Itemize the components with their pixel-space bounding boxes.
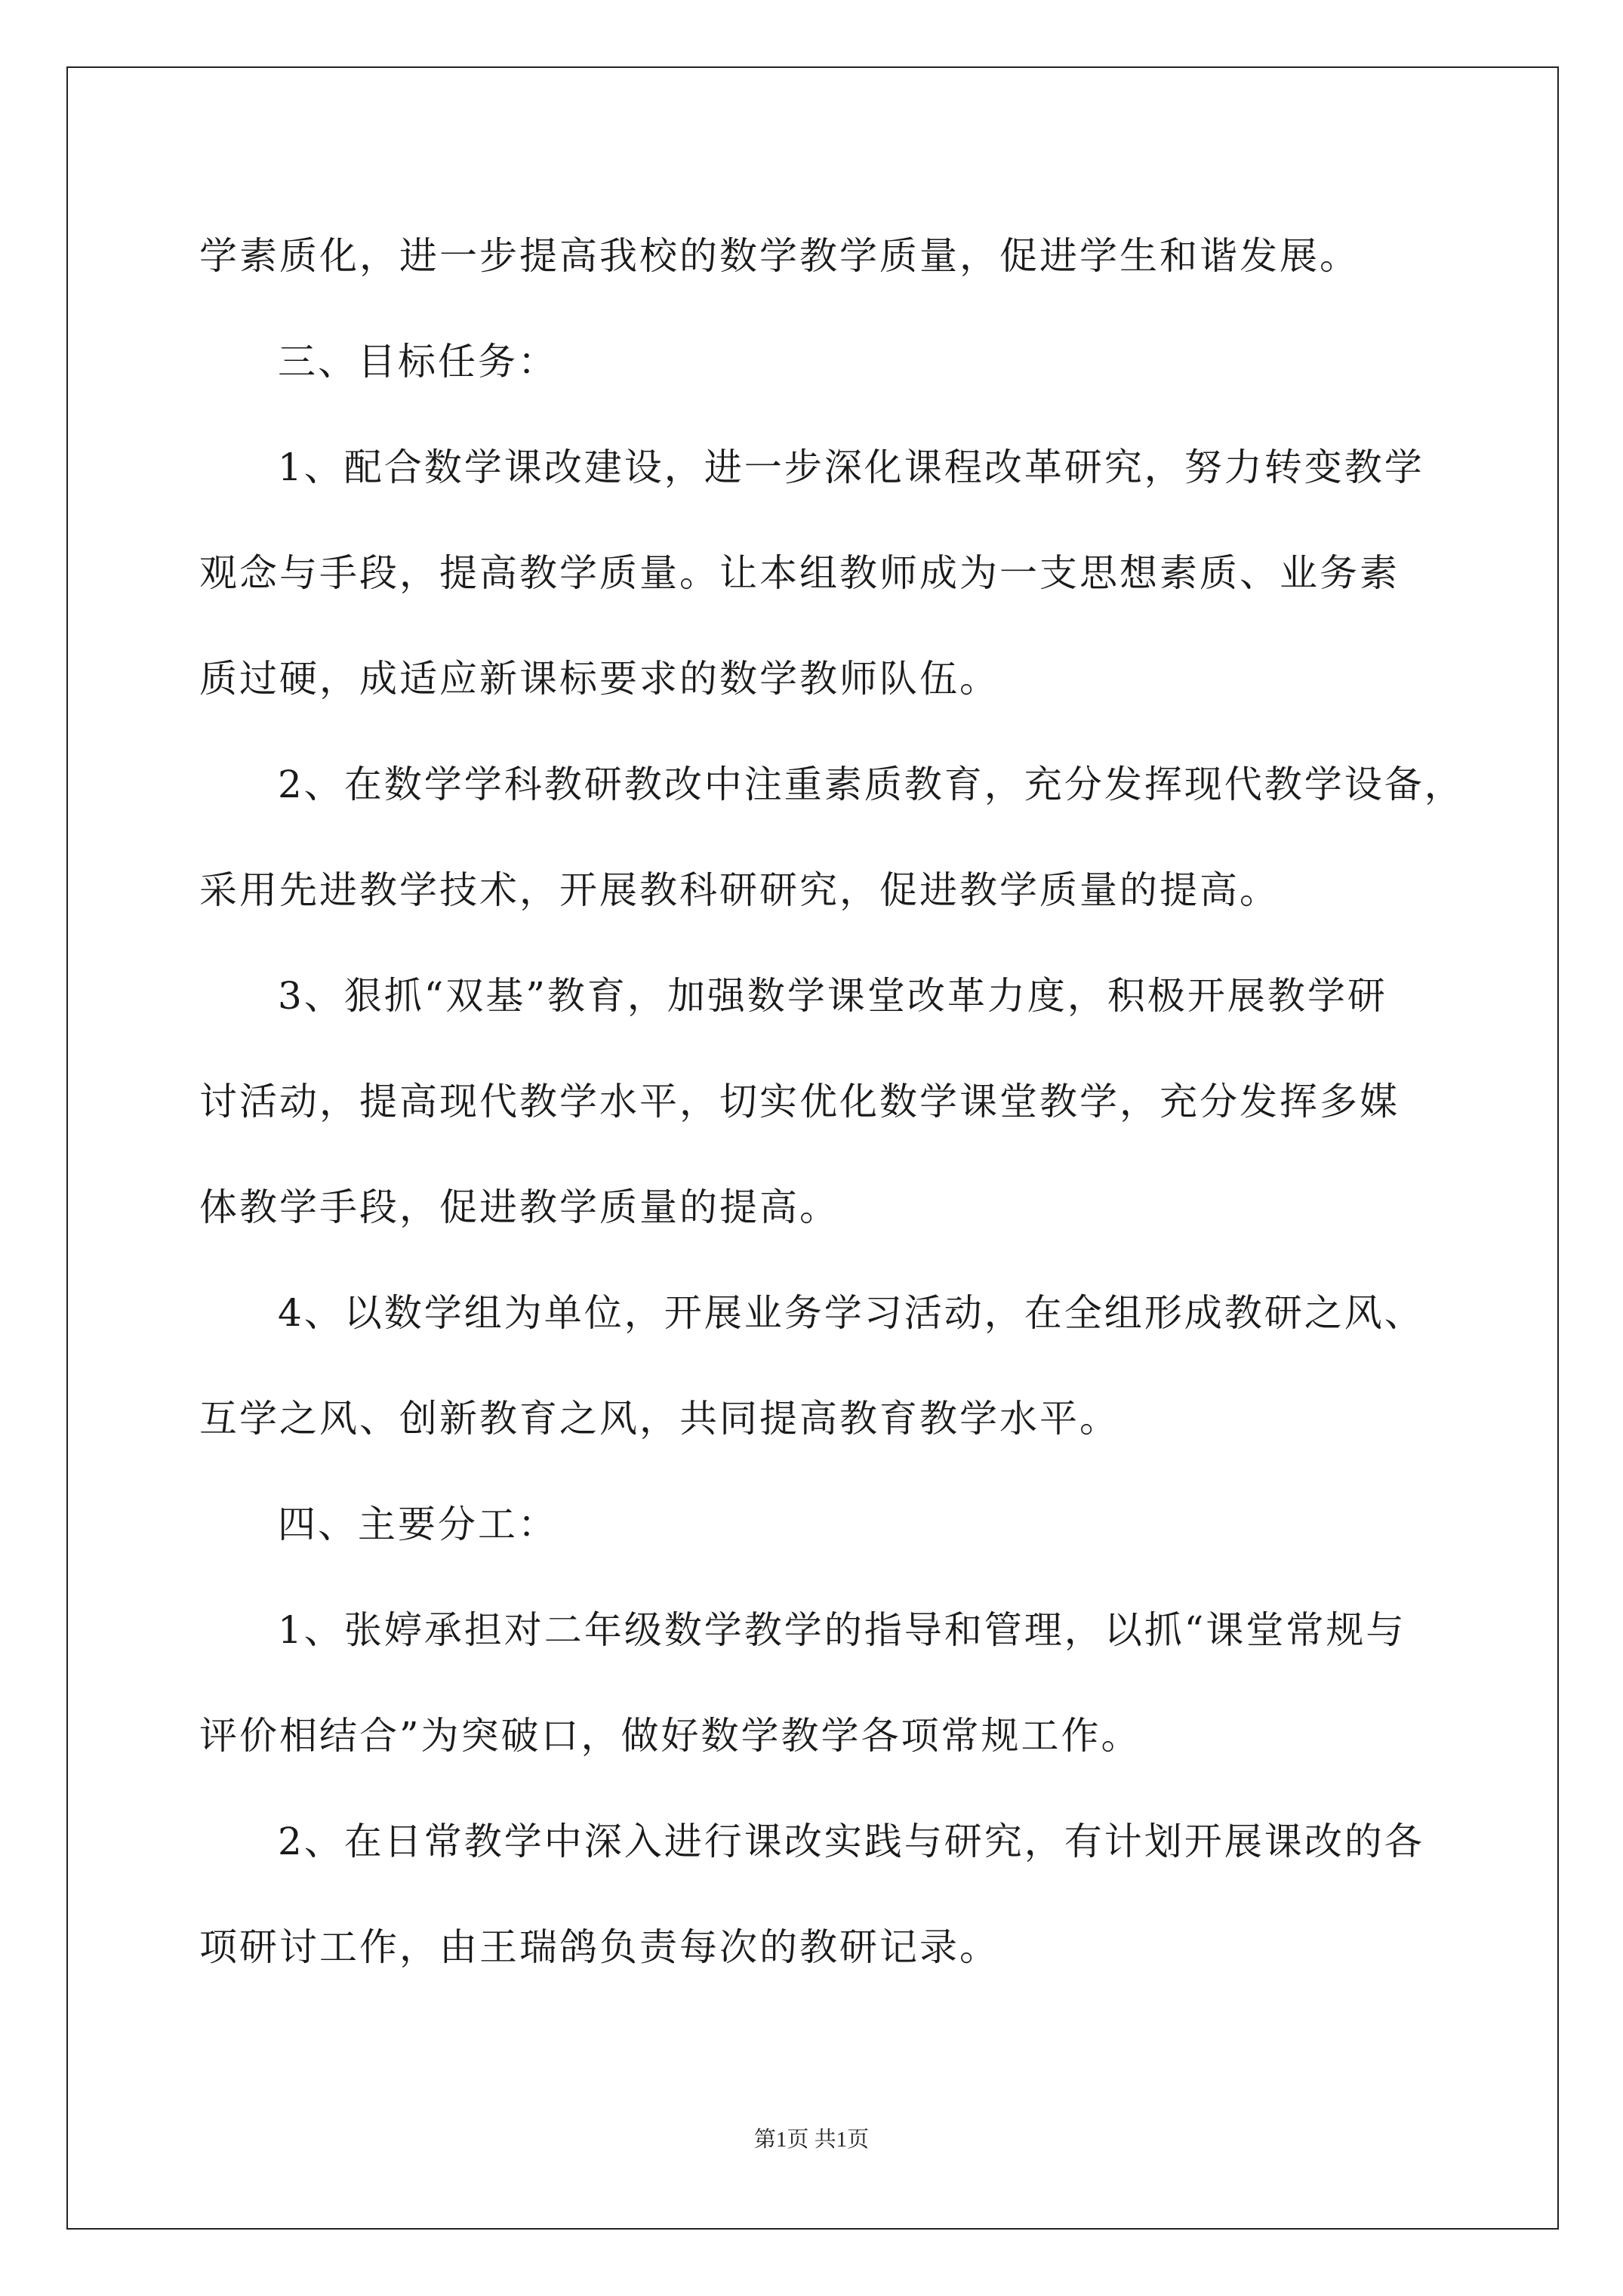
paragraph-line: 质过硬，成适应新课标要求的数学教师队伍。: [199, 657, 999, 701]
paragraph-line: 2、在数学学科教研教改中注重素质教育，充分发挥现代教学设备，: [278, 763, 1464, 806]
paragraph-line: 4、以数学组为单位，开展业务学习活动，在全组形成教研之风、: [278, 1291, 1424, 1335]
paragraph-line: 体教学手段，促进教学质量的提高。: [199, 1185, 839, 1229]
paragraph-line: 1、张婷承担对二年级数学教学的指导和管理，以抓“课堂常规与: [278, 1608, 1406, 1652]
paragraph-line: 互学之风、创新教育之风，共同提高教育教学水平。: [199, 1397, 1119, 1441]
paragraph-line: 2、在日常教学中深入进行课改实践与研究，有计划开展课改的各: [278, 1820, 1424, 1863]
page-border: [66, 66, 1559, 2230]
section-heading-division: 四、主要分工：: [278, 1502, 558, 1546]
paragraph-line: 评价相结合”为突破口，做好数学教学各项常规工作。: [199, 1714, 1141, 1758]
paragraph-line: 1、配合数学课改建设，进一步深化课程改革研究，努力转变教学: [278, 445, 1424, 489]
paragraph-line: 项研讨工作，由王瑞鸽负责每次的教研记录。: [199, 1925, 999, 1969]
paragraph-line: 采用先进教学技术，开展教科研研究，促进教学质量的提高。: [199, 868, 1280, 912]
paragraph-line: 观念与手段，提高教学质量。让本组教师成为一支思想素质、业务素: [199, 551, 1400, 595]
paragraph-line: 讨活动，提高现代教学水平，切实优化数学课堂教学，充分发挥多媒: [199, 1080, 1400, 1123]
page-footer: 第1页 共1页: [753, 2128, 870, 2152]
paragraph-line: 学素质化，进一步提高我校的数学教学质量，促进学生和谐发展。: [199, 234, 1360, 278]
section-heading-goals: 三、目标任务：: [278, 340, 558, 384]
paragraph-line: 3、狠抓“双基”教育，加强数学课堂改革力度，积极开展教学研: [278, 974, 1387, 1018]
